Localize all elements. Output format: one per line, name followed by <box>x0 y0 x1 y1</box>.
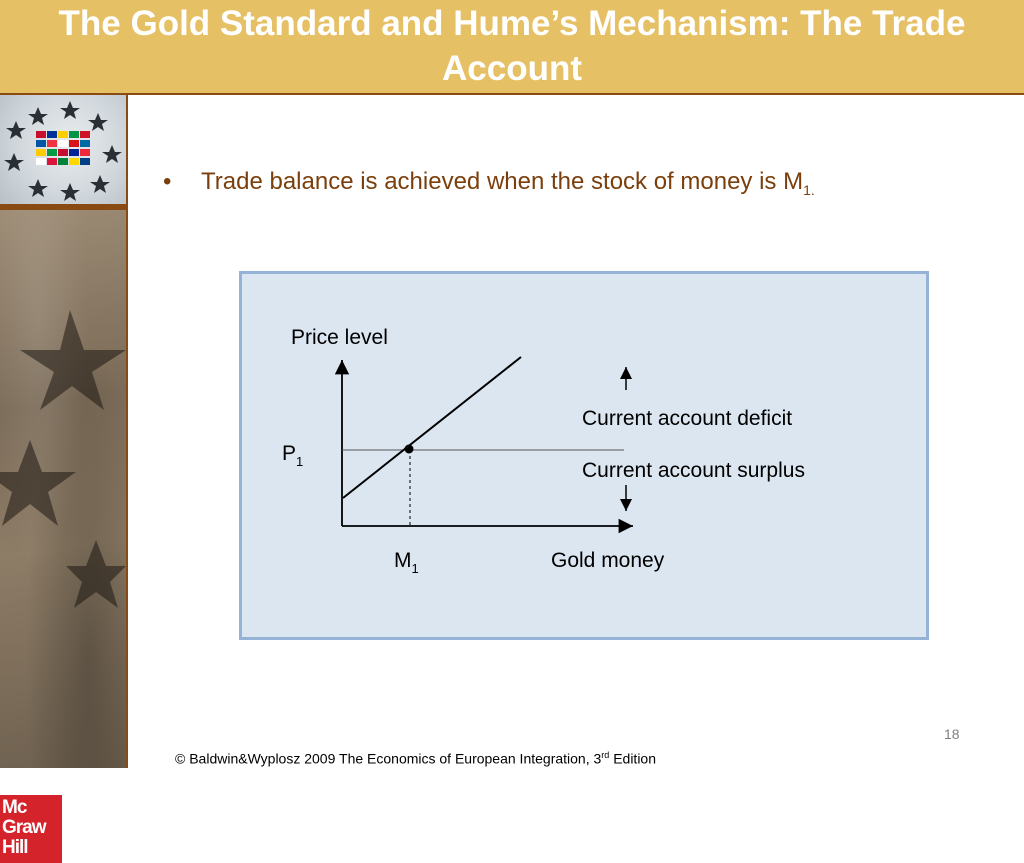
mcgraw-hill-logo: Mc Graw Hill <box>0 795 62 863</box>
eu-flags-image <box>0 95 126 207</box>
diagram-panel <box>239 271 929 640</box>
footer-suffix: Edition <box>609 750 657 767</box>
x-axis-label: Gold money <box>551 549 665 572</box>
p1-subscript: 1 <box>296 454 304 469</box>
m1-letter: M <box>394 549 412 572</box>
trade-balance-curve <box>343 357 521 498</box>
bullet-subscript: 1. <box>803 181 815 198</box>
starfish-graphic <box>0 210 126 768</box>
slide-title: The Gold Standard and Hume’s Mechanism: The Trade Account <box>58 3 966 88</box>
y-axis-label: Price level <box>291 326 388 349</box>
bullet-point <box>163 168 815 198</box>
bullet-text: Trade balance is achieved when the stock of money is M <box>201 168 804 195</box>
hume-mechanism-diagram <box>242 274 926 637</box>
title-bar <box>0 0 1024 95</box>
bullet-dot-icon: • <box>163 168 172 195</box>
eu-flags-graphic <box>0 95 126 204</box>
p1-label <box>282 442 303 469</box>
left-decorative-strip <box>0 95 128 858</box>
beach-sand-starfish-image <box>0 210 126 768</box>
m1-subscript: 1 <box>411 561 419 576</box>
m1-label <box>394 549 419 576</box>
footer-copyright <box>175 750 656 767</box>
page-number: 18 <box>944 726 960 742</box>
equilibrium-point <box>405 445 414 454</box>
footer-prefix: © Baldwin&Wyplosz 2009 The Economics of European Integration, 3 <box>175 750 602 767</box>
surplus-label: Current account surplus <box>582 459 805 482</box>
deficit-label: Current account deficit <box>582 407 793 430</box>
footer-superscript: rd <box>601 750 610 760</box>
p1-letter: P <box>282 442 297 465</box>
